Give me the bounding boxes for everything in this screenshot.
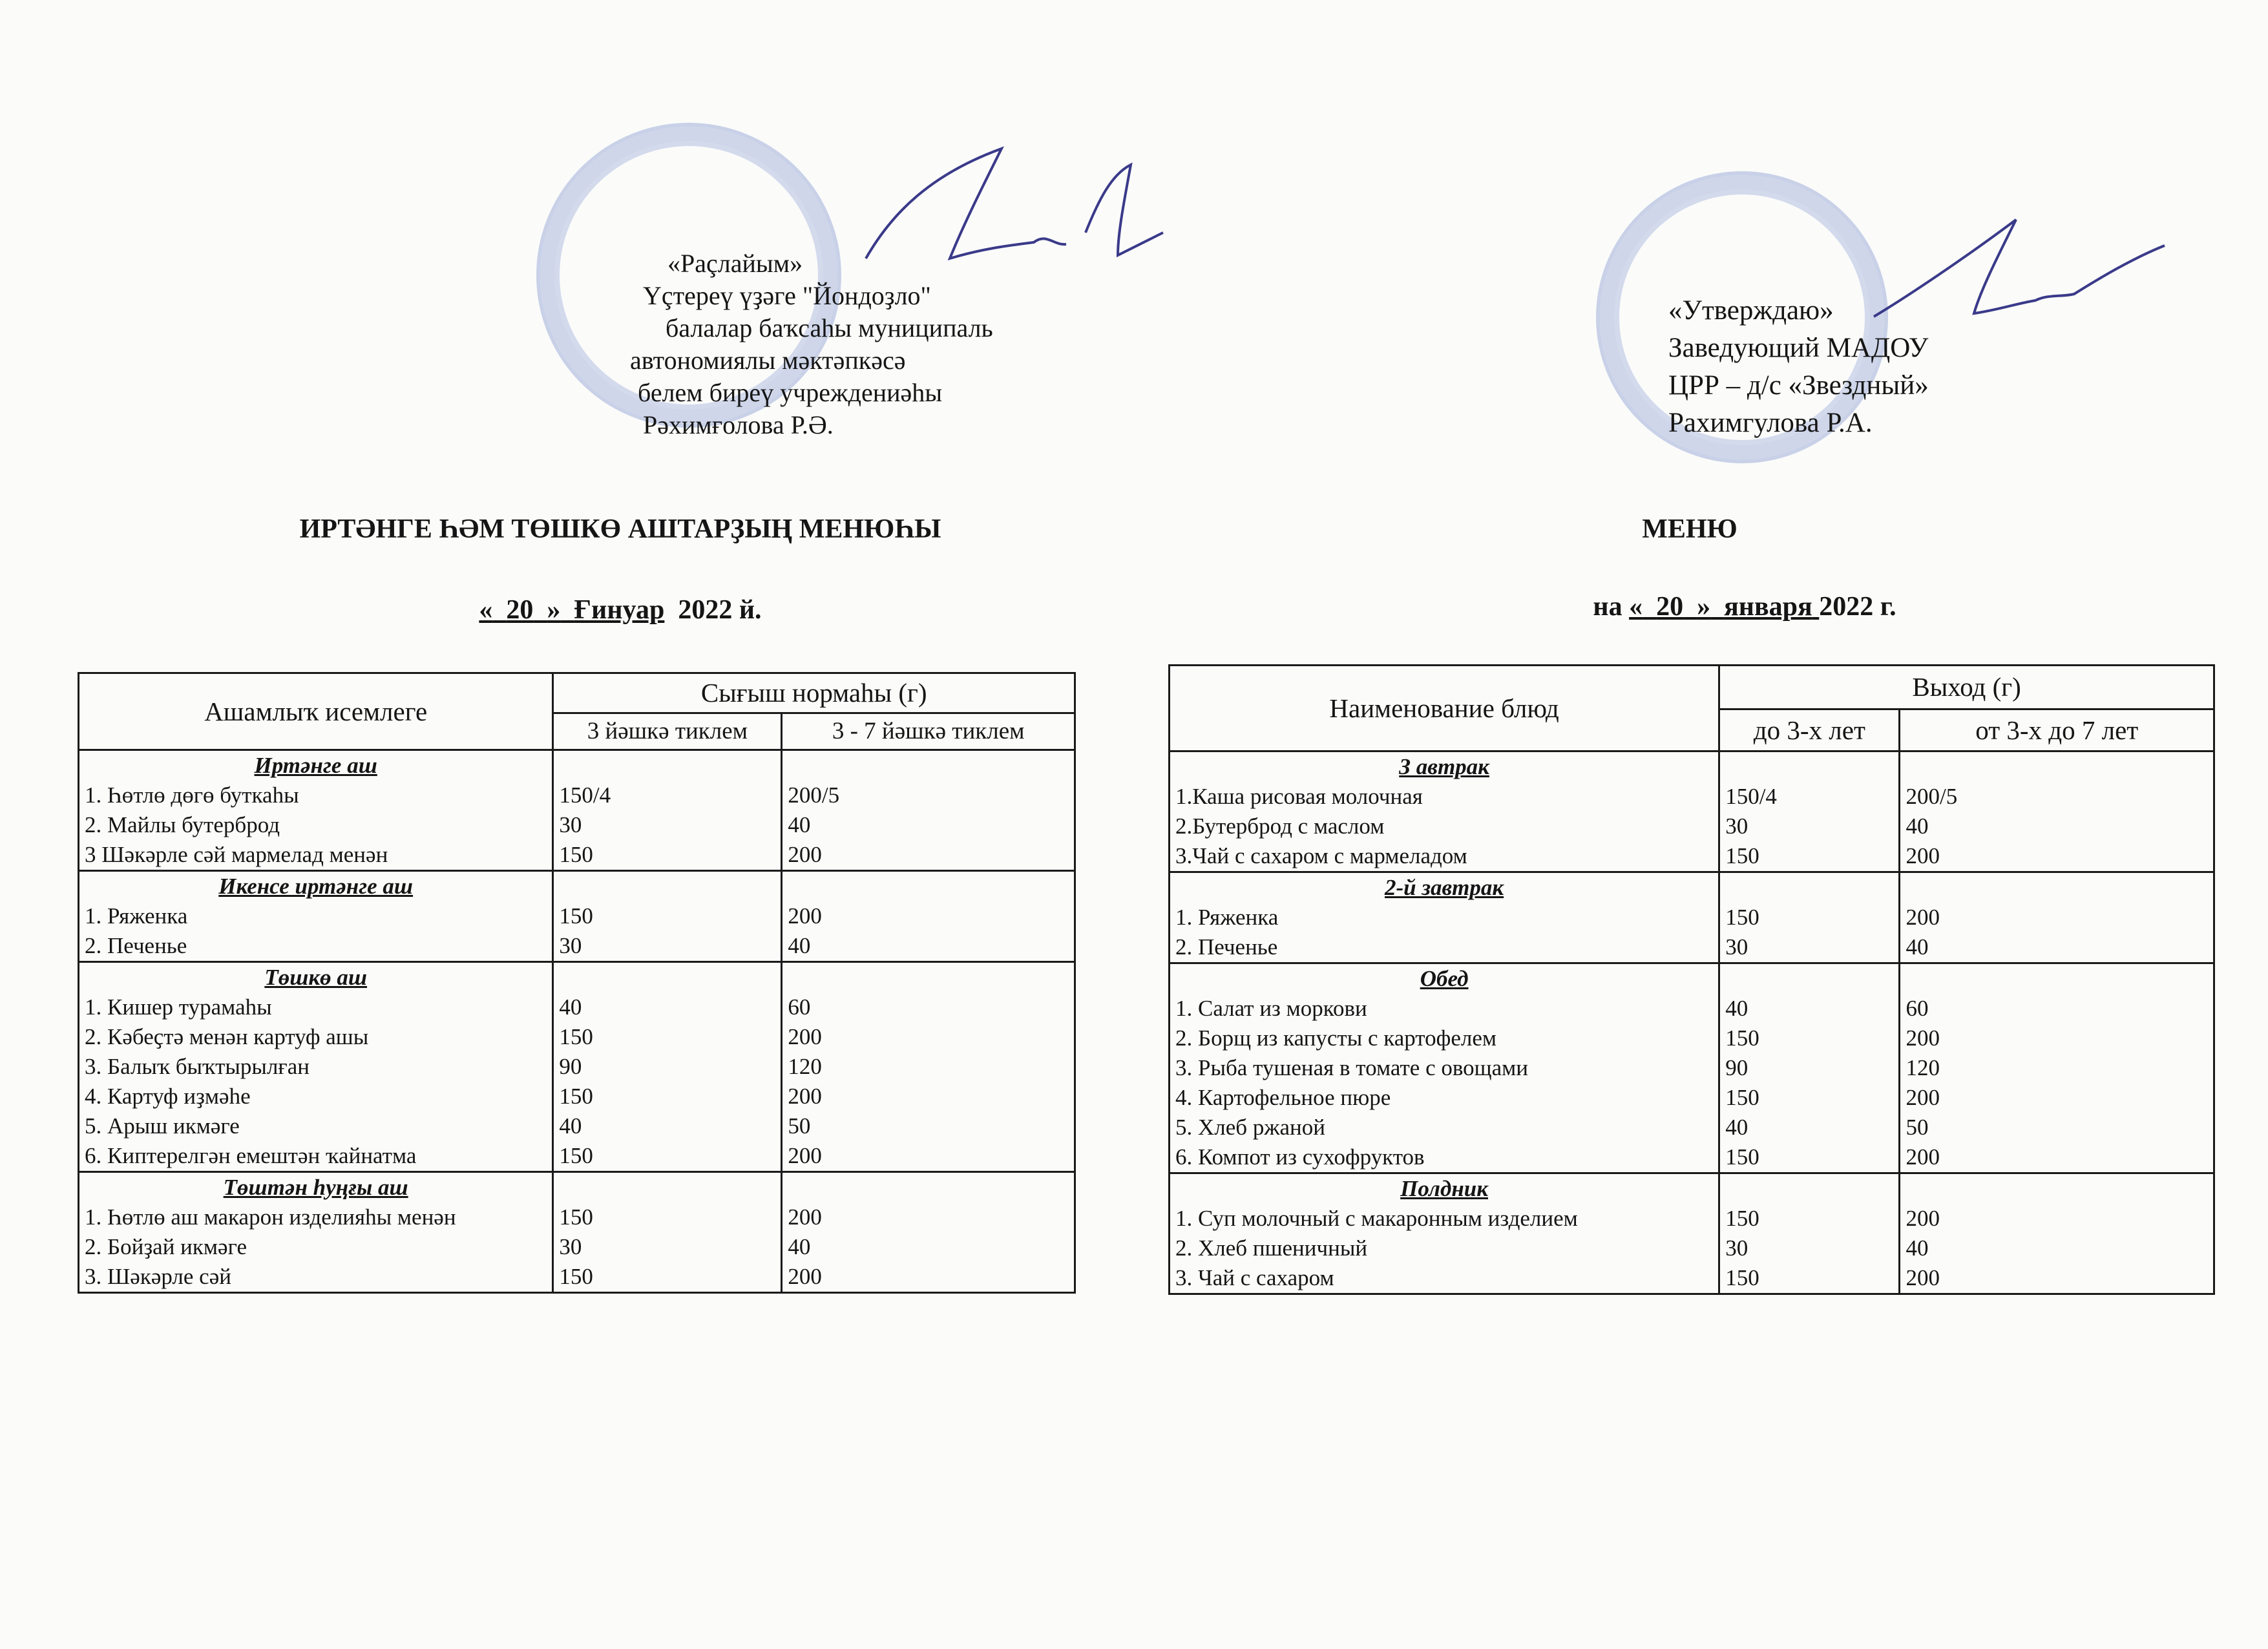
approval-line: Заведующий МАДОУ [1668, 333, 1929, 363]
dish-item: 6. Киптерелгән емештән ҡайнатма [85, 1143, 417, 1168]
portion-value: 30 [559, 812, 582, 837]
meal-section-title: Иртәнге аш [254, 753, 377, 778]
approval-line: Үçтереү үҙәге "Йондоҙло" [643, 281, 931, 310]
portion-value: 200/5 [1906, 784, 1958, 809]
portion-value: 200/5 [788, 782, 840, 808]
dish-item: 2. Печенье [1175, 934, 1278, 960]
portion-value: 150 [1725, 905, 1759, 930]
approval-line: «Раçлайым» [667, 249, 803, 278]
portion-value: 150/4 [1725, 784, 1777, 809]
portion-cell-a [553, 962, 782, 1172]
approval-block-left [630, 247, 993, 441]
portion-value: 200 [788, 1264, 822, 1289]
dish-item: 1. Һөтлө аш макарон изделияһы менән [85, 1204, 456, 1230]
column-header: Выход (г) [1719, 666, 2214, 709]
portion-cell-a [1719, 751, 1900, 872]
portion-value: 60 [1906, 996, 1929, 1021]
dish-item: 3. Шәкәрле сәй [85, 1264, 231, 1289]
portion-cell-b [782, 871, 1075, 962]
dish-cell [79, 1172, 553, 1293]
portion-value: 200 [1906, 843, 1940, 868]
portion-value: 150 [559, 1084, 593, 1109]
portion-value: 40 [788, 812, 811, 837]
dish-item: 3. Балыҡ быҡтырылған [85, 1054, 310, 1079]
portion-cell-a [1719, 963, 1900, 1173]
portion-value: 150 [1725, 1206, 1759, 1231]
dish-item: 2. Кәбеҫтә менән картуф ашы [85, 1024, 369, 1049]
portion-value: 40 [788, 1234, 811, 1259]
menu-table-left [78, 672, 1076, 1294]
dish-item: 1. Суп молочный с макаронным изделием [1175, 1206, 1578, 1231]
portion-cell-a [553, 750, 782, 871]
portion-value: 90 [1725, 1055, 1748, 1080]
dish-item: 3. Рыба тушеная в томате с овощами [1175, 1055, 1529, 1080]
portion-cell-a [1719, 1173, 1900, 1294]
dish-item: 3. Чай с сахаром [1175, 1265, 1334, 1290]
dish-item: 2. Бойҙай икмәге [85, 1234, 247, 1259]
approval-line: ЦРР – д/с «Звездный» [1668, 370, 1929, 401]
column-header: до 3-х лет [1719, 709, 1900, 751]
approval-line: автономиялы мәктәпкәсә [630, 346, 906, 375]
portion-value: 40 [559, 1113, 582, 1139]
dish-item: 5. Хлеб ржаной [1175, 1115, 1326, 1140]
portion-value: 30 [1725, 1235, 1748, 1261]
dish-item: 2. Печенье [85, 933, 187, 958]
table-row [79, 871, 1075, 962]
portion-value: 40 [788, 933, 811, 958]
portion-value: 120 [1906, 1055, 1940, 1080]
dish-item: 2. Борщ из капусты с картофелем [1175, 1025, 1497, 1051]
portion-cell-b [782, 962, 1075, 1172]
portion-cell-b [1900, 872, 2214, 963]
portion-value: 30 [559, 933, 582, 958]
table-row [79, 1172, 1075, 1293]
dish-cell [1170, 1173, 1719, 1294]
portion-cell-a [553, 871, 782, 962]
column-header: Наименование блюд [1170, 666, 1719, 751]
portion-value: 150/4 [559, 782, 611, 808]
dish-item: 1. Һөтлө дөгө буткаһы [85, 782, 299, 808]
dish-cell [79, 871, 553, 962]
portion-value: 200 [1906, 1085, 1940, 1110]
portion-cell-a [553, 1172, 782, 1293]
portion-value: 30 [559, 1234, 582, 1259]
portion-cell-b [782, 750, 1075, 871]
table-row [1170, 872, 2214, 963]
portion-value: 60 [788, 994, 811, 1020]
dish-item: 1. Кишер турамаһы [85, 994, 272, 1020]
approval-line: белем биреү учреждениәһы [638, 378, 943, 407]
portion-value: 150 [559, 842, 593, 867]
portion-value: 150 [1725, 1085, 1759, 1110]
portion-value: 150 [559, 1204, 593, 1230]
portion-value: 200 [1906, 1265, 1940, 1290]
table-body [1170, 751, 2214, 1294]
dish-item: 1. Ряженка [1175, 905, 1279, 930]
dish-cell [79, 750, 553, 871]
dish-item: 1.Каша рисовая молочная [1175, 784, 1423, 809]
portion-value: 40 [1906, 1235, 1929, 1261]
column-header: 3 йәшкә тиклем [553, 713, 782, 750]
approval-line: «Утверждаю» [1668, 295, 1834, 326]
meal-section-title: Икенсе иртәнге аш [218, 874, 414, 899]
portion-value: 200 [788, 1084, 822, 1109]
portion-value: 30 [1725, 814, 1748, 839]
meal-section-title: Обед [1420, 966, 1469, 991]
meal-section-title: 2-й завтрак [1385, 875, 1504, 900]
portion-value: 150 [1725, 1144, 1759, 1170]
dish-item: 1. Салат из моркови [1175, 996, 1367, 1021]
portion-value: 150 [1725, 843, 1759, 868]
portion-value: 40 [1725, 996, 1748, 1021]
portion-value: 40 [1906, 934, 1929, 960]
table-row [1170, 963, 2214, 1173]
table-body [79, 750, 1075, 1293]
portion-cell-b [1900, 1173, 2214, 1294]
portion-cell-b [1900, 751, 2214, 872]
dish-item: 4. Картофельное пюре [1175, 1085, 1391, 1110]
portion-value: 200 [1906, 1144, 1940, 1170]
dish-item: 2. Хлеб пшеничный [1175, 1235, 1368, 1261]
portion-value: 150 [1725, 1025, 1759, 1051]
portion-value: 200 [788, 903, 822, 929]
meal-section-title: Төштән һуңғы аш [223, 1175, 408, 1200]
page-title-left: ИРТӘНГЕ ҺӘМ ТӨШКӨ АШТАРҘЫҢ МЕНЮҺЫ [299, 514, 941, 544]
dish-cell [1170, 872, 1719, 963]
dish-item: 4. Картуф иҙмәһе [85, 1084, 251, 1109]
table-row [1170, 1173, 2214, 1294]
portion-value: 50 [788, 1113, 811, 1139]
portion-value: 150 [559, 1024, 593, 1049]
meal-section-title: З автрак [1399, 754, 1489, 779]
dish-cell [1170, 963, 1719, 1173]
portion-value: 40 [1906, 814, 1929, 839]
portion-cell-b [1900, 963, 2214, 1173]
portion-value: 40 [1725, 1115, 1748, 1140]
menu-date-left: « 20 » Ғинуар 2022 й. [479, 595, 762, 625]
dish-item: 6. Компот из сухофруктов [1175, 1144, 1425, 1170]
portion-value: 200 [788, 842, 822, 867]
portion-value: 200 [1906, 1206, 1940, 1231]
portion-value: 200 [1906, 1025, 1940, 1051]
table-row [79, 962, 1075, 1172]
portion-value: 200 [788, 1024, 822, 1049]
table-row [1170, 751, 2214, 872]
portion-value: 200 [1906, 905, 1940, 930]
portion-value: 40 [559, 994, 582, 1020]
dish-item: 2. Майлы бутерброд [85, 812, 280, 837]
table-row [79, 750, 1075, 871]
dish-item: 1. Ряженка [85, 903, 188, 929]
page-title-right: МЕНЮ [1642, 514, 1738, 544]
portion-value: 150 [559, 903, 593, 929]
meal-section-title: Төшкө аш [264, 965, 368, 990]
menu-table-right [1168, 664, 2215, 1295]
meal-section-title: Полдник [1400, 1176, 1488, 1201]
portion-value: 120 [788, 1054, 822, 1079]
approval-line: Рәхимғолова Р.Ә. [643, 410, 834, 439]
portion-value: 30 [1725, 934, 1748, 960]
dish-cell [79, 962, 553, 1172]
approval-line: балалар баҡсаһы муниципаль [666, 313, 993, 342]
column-header: Сығыш нормаһы (г) [553, 673, 1075, 713]
dish-item: 3.Чай с сахаром с мармеладом [1175, 843, 1467, 868]
approval-block-right [1668, 292, 1929, 442]
portion-cell-b [782, 1172, 1075, 1293]
portion-value: 50 [1906, 1115, 1929, 1140]
dish-cell [1170, 751, 1719, 872]
column-header: 3 - 7 йәшкә тиклем [782, 713, 1075, 750]
menu-date-right: на « 20 » января 2022 г. [1593, 592, 1896, 622]
dish-item: 5. Арыш икмәге [85, 1113, 240, 1139]
portion-cell-a [1719, 872, 1900, 963]
column-header: от 3-х до 7 лет [1900, 709, 2214, 751]
dish-item: 2.Бутерброд с маслом [1175, 814, 1385, 839]
portion-value: 200 [788, 1143, 822, 1168]
portion-value: 150 [559, 1143, 593, 1168]
portion-value: 90 [559, 1054, 582, 1079]
column-header: Ашамлыҡ исемлеге [79, 673, 553, 750]
portion-value: 150 [559, 1264, 593, 1289]
dish-item: 3 Шәкәрле сәй мармелад менән [85, 842, 388, 867]
approval-line: Рахимгулова Р.А. [1668, 408, 1873, 438]
portion-value: 150 [1725, 1265, 1759, 1290]
portion-value: 200 [788, 1204, 822, 1230]
